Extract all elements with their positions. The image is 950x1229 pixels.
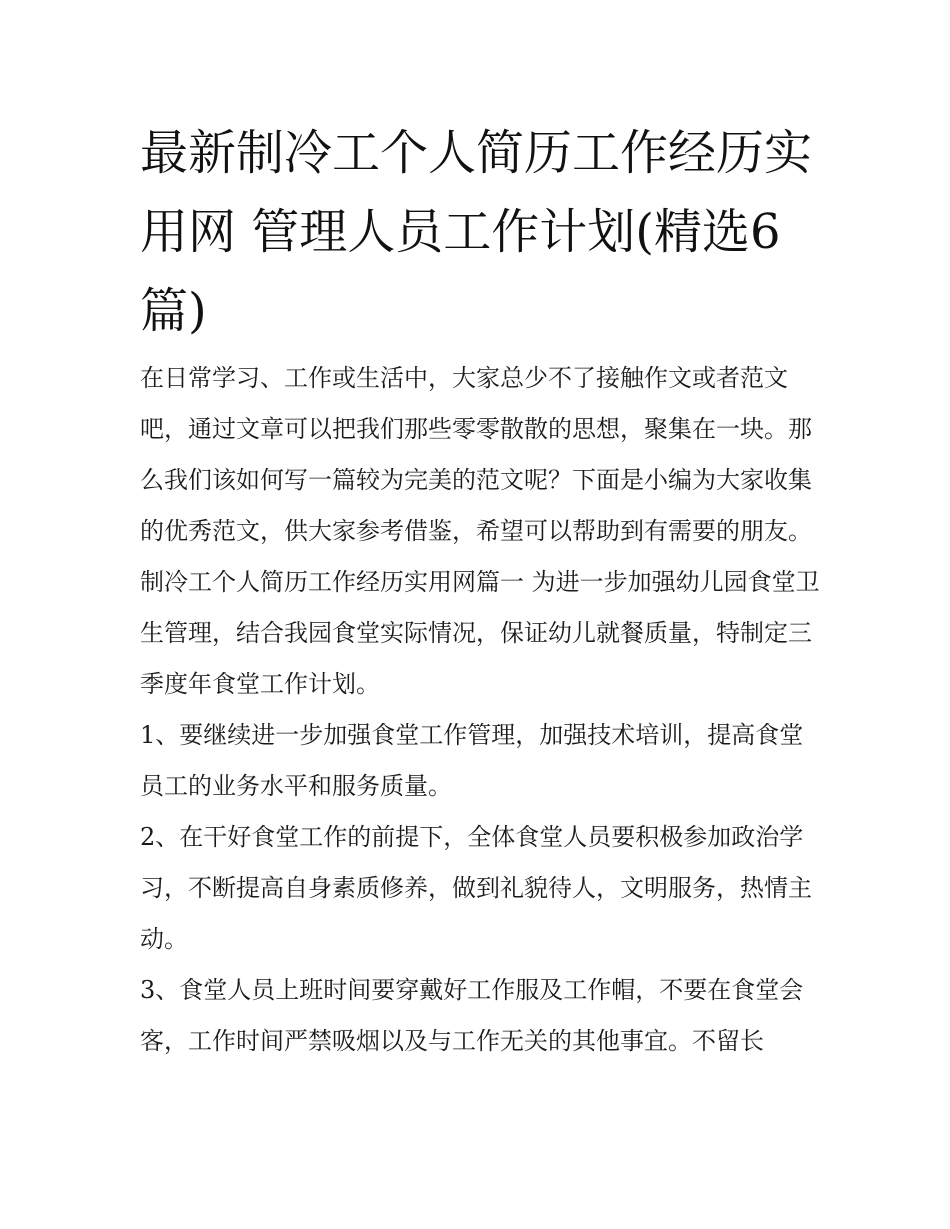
paragraph-item-1: 1、要继续进一步加强食堂工作管理，加强技术培训，提高食堂员工的业务水平和服务质量。: [140, 721, 804, 800]
paragraph-item-3: 3、食堂人员上班时间要穿戴好工作服及工作帽，不要在食堂会客，工作时间严禁吸烟以及与工作无关的其他事宜。不留长: [140, 976, 804, 1055]
document-title: 最新制冷工个人简历工作经历实用网 管理人员工作计划(精选6篇): [140, 125, 813, 339]
paragraph-item-2: 2、在干好食堂工作的前提下，全体食堂人员要积极参加政治学习，不断提高自身素质修养，做到礼貌待人，文明服务，热情主动。: [140, 823, 812, 953]
document-body: [140, 353, 820, 1067]
paragraph-intro: 在日常学习、工作或生活中，大家总少不了接触作文或者范文吧，通过文章可以把我们那些零零散散的思想，聚集在一块。那么我们该如何写一篇较为完美的范文呢？下面是小编为大家收集的优秀范文，供大家参考借鉴，希望可以帮助到有需要的朋友。: [140, 364, 812, 545]
paragraph-section-one: 制冷工个人简历工作经历实用网篇一 为进一步加强幼儿园食堂卫生管理，结合我园食堂实际情况，保证幼儿就餐质量，特制定三季度年食堂工作计划。: [140, 568, 820, 698]
